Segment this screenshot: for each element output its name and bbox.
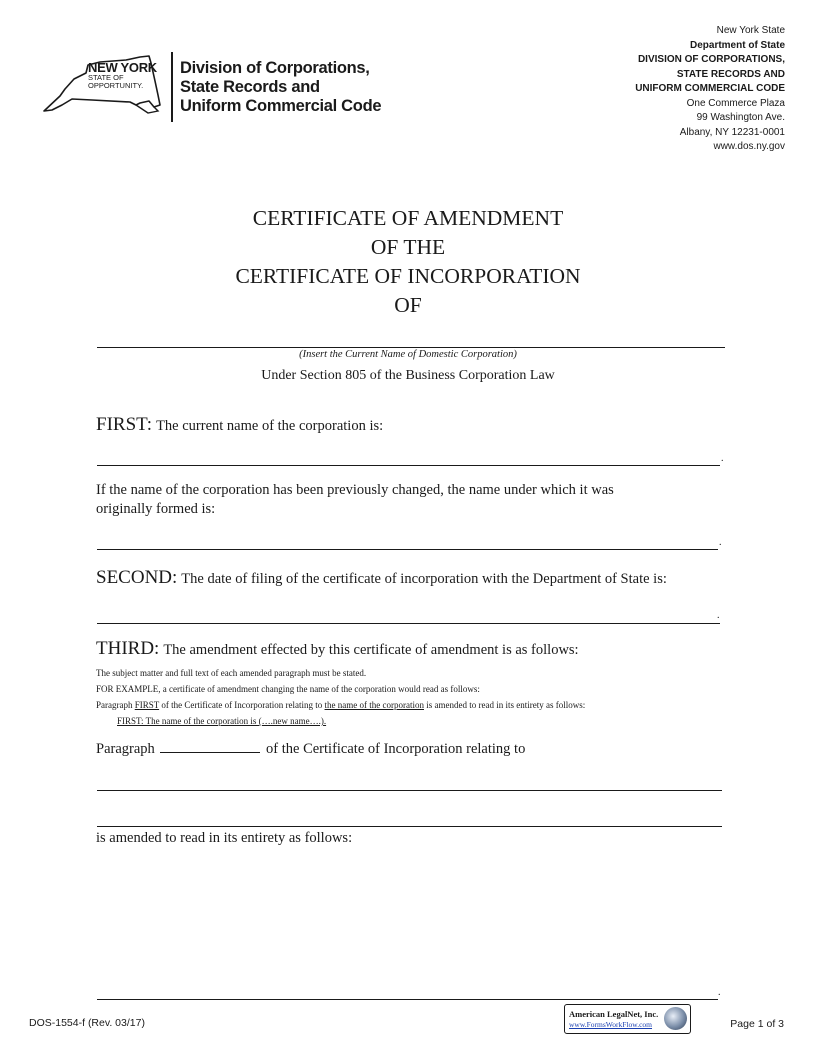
address-line: UNIFORM COMMERCIAL CODE	[635, 83, 785, 94]
vendor-badge[interactable]	[564, 1004, 691, 1034]
example-name: the name of the corporation	[324, 700, 424, 710]
third-text: The amendment effected by this certificate of amendment is as follows:	[163, 642, 579, 658]
relating-to-field-1[interactable]	[97, 790, 722, 791]
amendment-text-field[interactable]	[97, 999, 718, 1000]
title-line-2: OF THE	[370, 235, 446, 259]
instruction-note-2: FOR EXAMPLE, a certificate of amendment changing the name of the corporation would read as follows:	[96, 684, 480, 694]
instruction-example	[96, 697, 585, 713]
relating-to-field-2[interactable]	[97, 826, 722, 827]
address-block	[635, 24, 785, 155]
field-end-dot: .	[717, 610, 720, 621]
first-label: FIRST:	[96, 414, 153, 435]
website-link[interactable]: www.dos.ny.gov	[713, 141, 785, 152]
previous-name-line-2: originally formed is:	[96, 501, 216, 517]
example-line-wrap	[96, 713, 585, 729]
document-title	[0, 204, 816, 320]
previous-name-text	[96, 481, 614, 519]
original-name-field[interactable]	[97, 549, 718, 550]
first-paragraph	[96, 414, 383, 436]
paragraph-number-field[interactable]	[160, 738, 260, 753]
example-line: FIRST: The name of the corporation is (….new name….).	[117, 716, 327, 726]
current-name-field[interactable]	[97, 465, 720, 466]
example-first: FIRST	[134, 700, 160, 710]
address-line: STATE RECORDS AND	[676, 68, 785, 80]
second-paragraph	[96, 567, 667, 589]
seal-icon	[664, 1007, 687, 1030]
paragraph-pre: Paragraph	[96, 741, 155, 757]
logo-divider	[171, 52, 173, 122]
page-number: Page 1 of 3	[730, 1018, 784, 1030]
logo-new-york: NEW YORK	[88, 60, 157, 75]
corporation-name-hint: (Insert the Current Name of Domestic Corporation)	[299, 349, 517, 360]
previous-name-line-1: If the name of the corporation has been previously changed, the name under which it was	[96, 482, 614, 498]
division-line-3: Uniform Commercial Code	[180, 97, 382, 115]
second-text: The date of filing of the certificate of incorporation with the Department of State is:	[181, 571, 667, 587]
logo-state-of: STATE OF	[88, 73, 124, 82]
first-text: The current name of the corporation is:	[156, 418, 384, 434]
address-line: One Commerce Plaza	[686, 97, 785, 109]
address-line: New York State	[716, 25, 785, 36]
third-paragraph	[96, 638, 579, 660]
example-mid: of the Certificate of Incorporation relating to	[159, 700, 325, 710]
address-line: 99 Washington Ave.	[696, 112, 785, 123]
address-line: Albany, NY 12231-0001	[679, 126, 785, 138]
paragraph-line	[96, 738, 525, 758]
example-pre: Paragraph	[96, 700, 135, 710]
example-post: is amended to read in its entirety as follows:	[424, 700, 586, 710]
logo-opportunity: OPPORTUNITY.	[88, 81, 144, 90]
title-line-1: CERTIFICATE OF AMENDMENT	[252, 206, 564, 230]
corporation-name-field[interactable]	[97, 347, 725, 348]
instruction-note-1: The subject matter and full text of each amended paragraph must be stated.	[96, 668, 367, 678]
badge-link[interactable]: www.FormsWorkFlow.com	[569, 1020, 653, 1029]
paragraph-post: of the Certificate of Incorporation relating to	[266, 741, 526, 757]
title-line-4: OF	[394, 293, 422, 317]
second-label: SECOND:	[96, 567, 178, 588]
division-name	[180, 59, 381, 116]
address-line: Department of State	[689, 39, 785, 51]
amended-text-label: is amended to read in its entirety as follows:	[96, 830, 353, 846]
division-line-1: Division of Corporations,	[180, 59, 370, 77]
division-line-2: State Records and	[180, 78, 320, 96]
form-id: DOS-1554-f (Rev. 03/17)	[29, 1017, 145, 1029]
third-instructions	[96, 665, 585, 729]
third-label: THIRD:	[96, 638, 160, 659]
title-line-3: CERTIFICATE OF INCORPORATION	[235, 264, 581, 288]
field-end-dot: .	[721, 453, 724, 464]
field-end-dot: .	[718, 987, 721, 998]
badge-company: American LegalNet, Inc.	[569, 1009, 659, 1019]
address-line: DIVISION OF CORPORATIONS,	[637, 54, 785, 65]
section-reference: Under Section 805 of the Business Corporation Law	[261, 368, 555, 383]
filing-date-field[interactable]	[97, 623, 720, 624]
field-end-dot: .	[719, 537, 722, 548]
logo-tagline	[88, 74, 168, 90]
